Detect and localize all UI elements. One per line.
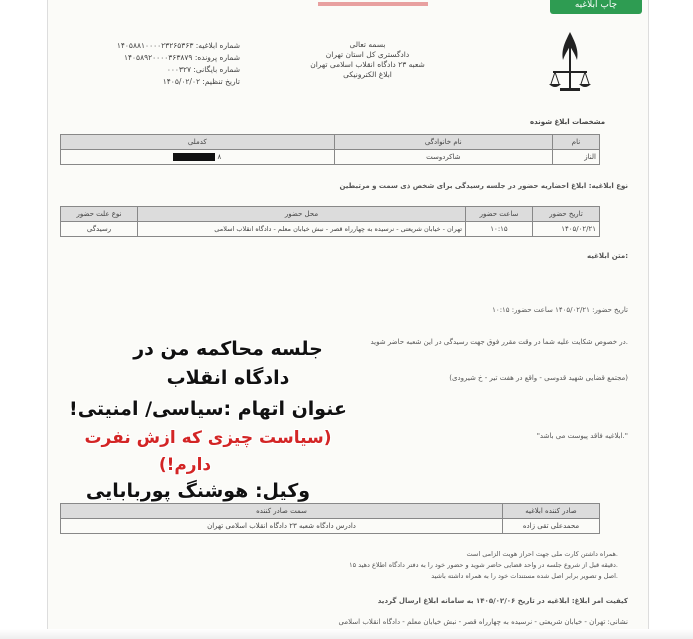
col-first-name: نام [553, 135, 600, 150]
bottom-bar [0, 629, 693, 639]
col-hearing-place: محل حضور [138, 207, 466, 222]
court-address: نشانی: تهران - خیابان شریعتی - نرسیده به چهارراه قصر - نبش خیابان معلم - دادگاه انقلاب اسلامی [338, 618, 628, 626]
cell-hearing-time: ۱۰:۱۵ [466, 222, 533, 237]
body-line-date: تاریخ حضور: ۱۴۰۵/۰۲/۲۱ ساعت حضور: ۱۰:۱۵ [492, 306, 628, 314]
body-line-attachment: "ابلاغیه فاقد پیوست می باشد." [536, 432, 628, 440]
overlay-caption-line5: دارم!) [158, 455, 212, 475]
hearing-table [60, 206, 600, 237]
note-2: ۱۵ دقیقه قبل از شروع جلسه در واحد قضایی حاضر شوید و حضور خود را به دفتر دادگاه اطلاع دهید. [349, 561, 618, 569]
note-3: اصل و تصویر برابر اصل شده مستندات خود را به همراه داشته باشید. [431, 572, 618, 580]
cell-last-name: شاکردوست [334, 150, 552, 165]
issuer-table [60, 503, 600, 534]
body-line-complex: (مجتمع قضایی شهید قدوسی - واقع در هفت تیر - خ شیرودی) [449, 374, 628, 382]
archive-number: شماره بایگانی: ۰۰۰۳۲۷ [166, 65, 240, 74]
col-national-id: کدملی [61, 135, 335, 150]
note-1: همراه داشتن کارت ملی جهت احراز هویت الزامی است. [466, 550, 618, 558]
court-branch: شعبه ۲۳ دادگاه انقلاب اسلامی تهران [310, 60, 425, 69]
bismillah: بسمه تعالی [349, 40, 386, 49]
issue-date: تاریخ تنظیم: ۱۴۰۵/۰۲/۰۲ [162, 77, 240, 86]
overlay-caption-line4: (سیاست چیزی که ازش نفرت [84, 428, 332, 448]
overlay-caption-line3: عنوان اتهام :سیاسی/ امنیتی! [69, 398, 347, 420]
national-id-value: ۸ [217, 153, 222, 161]
iran-emblem-icon [545, 28, 595, 102]
overlay-caption-line2: دادگاه انقلاب [166, 367, 290, 389]
served-section-title: مشخصات ابلاغ شونده [530, 118, 606, 126]
col-issuer: صادر کننده ابلاغیه [503, 504, 600, 519]
col-hearing-reason: نوع علت حضور [61, 207, 138, 222]
top-red-line [318, 0, 428, 6]
redaction-bar [173, 153, 215, 161]
served-person-table [60, 134, 600, 165]
overlay-caption-line1: جلسه محاکمه من در [133, 338, 323, 360]
cell-issuer-role: دادرس دادگاه شعبه ۲۳ دادگاه انقلاب اسلامی تهران [61, 519, 503, 534]
cell-hearing-date: ۱۴۰۵/۰۲/۲۱ [533, 222, 600, 237]
overlay-caption-line6: وکیل: هوشنگ پوربابایی [85, 480, 311, 502]
cell-hearing-reason: رسیدگی [61, 222, 138, 237]
case-number: شماره پرونده: ۱۴۰۵۸۹۲۰۰۰۰۳۶۳۸۷۹ [123, 53, 240, 62]
notice-type: نوع ابلاغیه: ابلاغ احضاریه حضور در جلسه رسیدگی برای شخص ذی سمت و مرتبطین [339, 182, 628, 190]
cell-national-id [61, 150, 335, 165]
cell-hearing-place: تهران - خیابان شریعتی - نرسیده به چهارراه قصر - نبش خیابان معلم - دادگاه انقلاب اسلامی [138, 222, 466, 237]
col-hearing-date: تاریخ حضور [533, 207, 600, 222]
court-header [280, 40, 455, 80]
document-numbers [90, 40, 240, 88]
notice-kind: ابلاغ الکترونیکی [343, 70, 392, 79]
col-issuer-role: سمت صادر کننده [61, 504, 503, 519]
col-hearing-time: ساعت حضور [466, 207, 533, 222]
cell-issuer: محمدعلی تقی زاده [503, 519, 600, 534]
notice-number: شماره ابلاغیه: ۱۴۰۵۸۸۱۰۰۰۰۲۳۲۶۵۳۶۳ [116, 41, 240, 50]
court-province: دادگستری کل استان تهران [325, 50, 410, 59]
print-button[interactable]: چاپ ابلاغیه [550, 0, 642, 14]
delivery-status: کیفیت امر ابلاغ: ابلاغیه در تاریخ ۱۴۰۵/۰۲/۰۶ به سامانه ابلاغ ارسال گردید [377, 597, 628, 605]
body-label: متن ابلاغیه: [587, 252, 628, 260]
body-line-summons: در خصوص شکایت علیه شما در وقت مقرر فوق جهت رسیدگی در این شعبه حاضر شوید. [370, 338, 628, 346]
col-last-name: نام خانوادگی [334, 135, 552, 150]
cell-first-name: الناز [553, 150, 600, 165]
